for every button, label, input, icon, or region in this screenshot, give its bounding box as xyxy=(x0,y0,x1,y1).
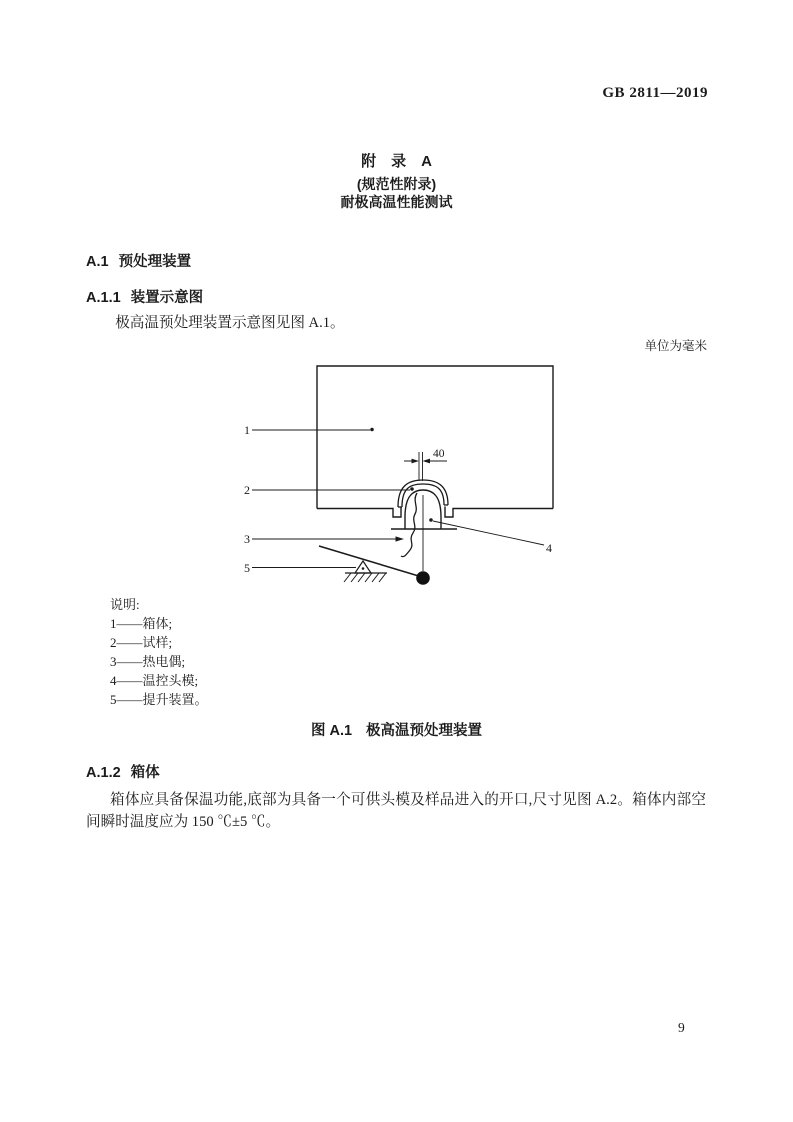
paragraph-a12: 箱体应具备保温功能,底部为具备一个可供头模及样品进入的开口,尺寸见图 A.2。箱体内部空间瞬时温度应为 150 ℃±5 ℃。 xyxy=(86,792,706,830)
figure-legend xyxy=(110,596,208,709)
dimension-40 xyxy=(404,448,447,481)
callout-5 xyxy=(244,561,356,575)
dimension-label: 40 xyxy=(433,448,445,460)
figure-caption-title: 极高温预处理装置 xyxy=(366,723,483,739)
svg-text:1: 1 xyxy=(244,423,250,437)
svg-text:2: 2 xyxy=(244,483,250,497)
standard-number: GB 2811—2019 xyxy=(602,85,708,101)
lifting-device xyxy=(319,546,430,585)
callout-3 xyxy=(244,532,404,546)
section-heading-a12 xyxy=(86,761,160,782)
svg-text:4: 4 xyxy=(546,541,552,555)
section-title: 装置示意图 xyxy=(130,290,204,306)
section-title: 箱体 xyxy=(130,765,160,781)
figure-caption-number: 图 A.1 xyxy=(310,723,353,739)
thermocouple-wire xyxy=(401,493,417,557)
legend-item: 4——温控头模; xyxy=(110,672,199,688)
appendix-subject: 耐极高温性能测试 xyxy=(340,194,453,210)
section-number: A.1.1 xyxy=(86,290,121,306)
page-number: 9 xyxy=(678,1020,685,1035)
legend-title: 说明: xyxy=(110,597,140,612)
callout-4 xyxy=(429,518,552,555)
legend-item: 3——热电偶; xyxy=(110,653,186,669)
callout-2 xyxy=(244,483,414,497)
legend-item: 5——提升装置。 xyxy=(110,691,208,707)
section-heading-a11 xyxy=(86,286,203,307)
section-number: A.1 xyxy=(86,254,109,270)
unit-note: 单位为毫米 xyxy=(644,339,707,353)
section-heading-a1 xyxy=(86,250,191,271)
paragraph-a111: 极高温预处理装置示意图见图 A.1。 xyxy=(115,315,345,331)
weight-ball xyxy=(416,571,430,585)
figure-caption xyxy=(0,719,793,740)
callout-1 xyxy=(244,423,374,437)
section-number: A.1.2 xyxy=(86,765,121,781)
svg-text:3: 3 xyxy=(244,532,250,546)
figure-a1-diagram xyxy=(240,356,586,594)
legend-item: 2——试样; xyxy=(110,634,173,650)
legend-item: 1——箱体; xyxy=(110,615,173,631)
appendix-subtitle: (规范性附录) xyxy=(356,176,437,192)
appendix-title: 附 录 A xyxy=(361,153,432,170)
svg-text:5: 5 xyxy=(244,561,250,575)
section-title: 预处理装置 xyxy=(118,254,192,270)
